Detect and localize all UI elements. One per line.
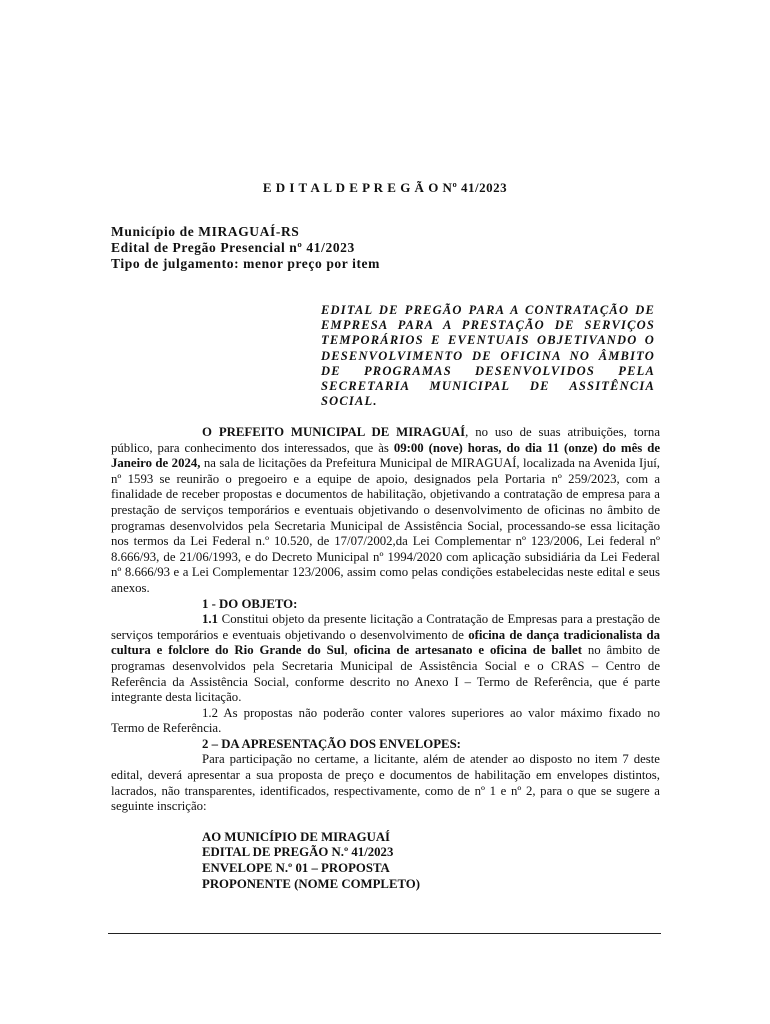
title-text: E D I T A L D E P R E G Ã O Nº 41/2023 — [262, 180, 508, 195]
header-judgment-type: Tipo de julgamento: menor preço por item — [111, 256, 380, 271]
item-1-1-bold-a: oficina de dança tradicionalista da cultura e folclore do Rio Grande do Sul — [111, 627, 660, 658]
ementa: EDITAL DE PREGÃO PARA A CONTRATAÇÃO DE EMPRESA PARA A PRESTAÇÃO DE SERVIÇOS TEMPORÁRIOS E EVENTUAIS OBJETIVANDO O DESENVOLVIMENTO DE OFICINA NO ÂMBITO DE PROGRAMAS DESENVOLVIDOS PELA SECRETARIA MUNICIPAL DE ASSITÊNCIA SOCIAL. — [321, 303, 655, 409]
item-1-1-bold-b: oficina de artesanato e oficina de ballet — [353, 643, 582, 658]
header-municipality: Município de MIRAGUAÍ-RS — [111, 224, 300, 239]
item-1-1-text-c: no âmbito de programas desenvolvidos pela Secretaria Municipal de Assistência Social e o CRAS – Centro de Referência da Assistência Social, conforme descrito no Anexo I – Termo de Referência, que é parte integrante desta licitação. — [111, 643, 660, 705]
item-1-1-number: 1.1 — [202, 612, 218, 627]
intro-text-1: , no uso de suas atribuições, torna público, para conhecimento dos interessados, que às — [111, 425, 660, 455]
item-1-1-text-b: , — [344, 643, 354, 658]
horizontal-rule — [108, 933, 661, 934]
envelope-line-2: EDITAL DE PREGÃO N.º 41/2023 — [202, 845, 394, 860]
envelope-line-3: ENVELOPE N.º 01 – PROPOSTA — [202, 861, 390, 876]
envelope-inscription — [111, 830, 660, 892]
section-1-item-2: 1.2 As propostas não poderão conter valores superiores ao valor máximo fixado no Termo de Referência. — [111, 705, 660, 736]
section-2-title: 2 – DA APRESENTAÇÃO DOS ENVELOPES: — [202, 736, 461, 751]
intro-text-2: na sala de licitações da Prefeitura Municipal de MIRAGUAÍ, localizada na Avenida Ijuí, nº 1593 se reunirão o pregoeiro e a equipe de apoio, designados pela Portaria nº 259/2023, com a finalidade de receber propostas e documentos de habilitação, objetivando a contratação de empresa para a prestação de serviços temporários e eventuais objetivando o desenvolvimento de oficinas no âmbito de programas desenvolvidos pela Secretaria Municipal de Assistência Social, processando-se essa licitação nos termos da Lei Federal n.º 10.520, de 17/07/2002,da Lei Complementar nº 123/2006, Lei federal nº 8.666/93, de 21/06/1993, e do Decreto Municipal nº 1994/2020 com aplicação subsidiária da Lei Federal nº 8.666/93 e a Lei Complementar 123/2006, assim como pelas condições estabelecidas neste edital e seus anexos. — [111, 456, 660, 595]
section-2-paragraph: Para participação no certame, a licitante, além de atender ao disposto no item 7 deste edital, deverá apresentar a sua proposta de preço e documentos de habilitação em envelopes distintos, lacrados, não transparentes, identificados, respectivamente, como de nº 1 e nº 2, para o que se sugere a seguinte inscrição: — [111, 752, 660, 814]
section-1-item-1 — [111, 612, 660, 706]
intro-paragraph — [111, 425, 660, 597]
intro-bold-date: 09:00 (nove) horas, do dia 11 (onze) do mês de Janeiro de 2024, — [111, 440, 660, 471]
document-title — [0, 180, 770, 196]
envelope-line-4: PROPONENTE (NOME COMPLETO) — [202, 876, 421, 891]
document-header — [111, 224, 380, 272]
header-edital: Edital de Pregão Presencial nº 41/2023 — [111, 240, 355, 255]
intro-bold-lead: O PREFEITO MUNICIPAL DE MIRAGUAÍ — [202, 425, 466, 439]
document-body — [111, 425, 660, 892]
section-1-title: 1 - DO OBJETO: — [202, 596, 298, 611]
envelope-line-1: AO MUNICÍPIO DE MIRAGUAÍ — [202, 829, 391, 844]
item-1-1-text-a: Constitui objeto da presente licitação a Contratação de Empresas para a prestação de serviços temporários e eventuais objetivando o desenvolvimento de — [111, 612, 660, 642]
